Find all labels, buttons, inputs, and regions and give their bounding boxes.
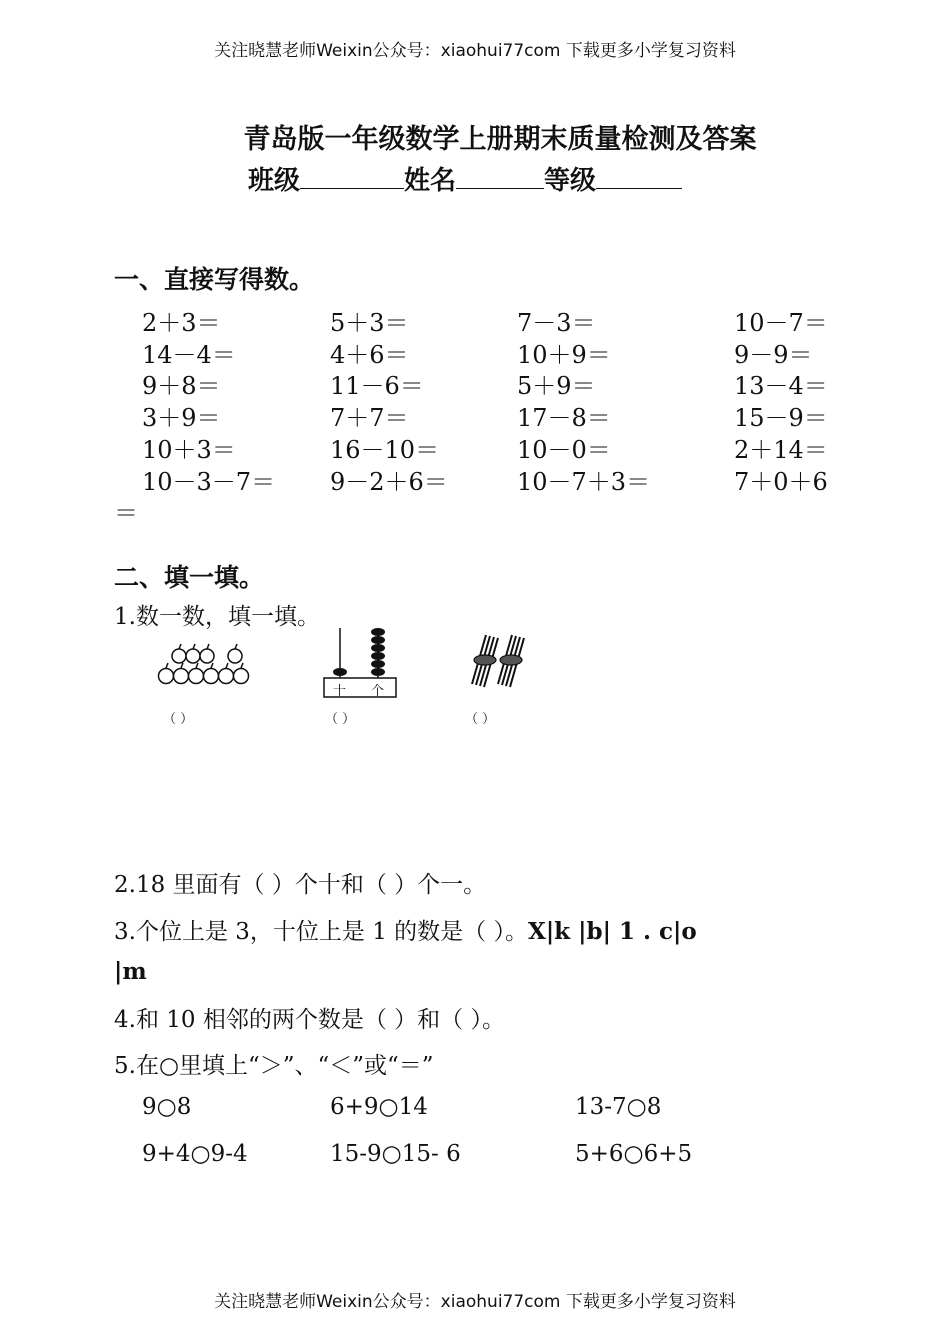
- question-3: [114, 913, 697, 946]
- answer-paren[interactable]: （ ）: [325, 712, 356, 727]
- answer-paren[interactable]: （ ）: [163, 712, 194, 727]
- equation: 4＋6＝: [330, 341, 409, 369]
- equation-wrap: ＝: [114, 499, 138, 527]
- equation: 16－10＝: [330, 436, 440, 464]
- question-1: 1.数一数，填一填。: [114, 604, 320, 630]
- question-4: 4.和 10 相邻的两个数是（ ）和（ ）。: [114, 1007, 505, 1033]
- equation: 17－8＝: [517, 404, 611, 432]
- compare-item: 6+9○14: [330, 1094, 428, 1120]
- bottom-banner: 关注晓慧老师Weixin公众号：xiaohui77com 下载更多小学复习资料: [214, 1292, 736, 1312]
- equation: 11－6＝: [330, 372, 424, 400]
- class-blank[interactable]: [300, 162, 404, 189]
- equation: 10－7＝: [734, 309, 828, 337]
- equation: 9－2＋6＝: [330, 468, 448, 496]
- question-2: 2.18 里面有（ ）个十和（ ）个一。: [114, 872, 487, 898]
- grade-blank[interactable]: [596, 162, 682, 189]
- name-label: 姓名: [404, 166, 457, 196]
- watermark-text-wrap: |m: [114, 958, 147, 985]
- equation: 13－4＝: [734, 372, 828, 400]
- name-blank[interactable]: [456, 162, 544, 189]
- stick-bundles-picture: [466, 630, 538, 692]
- equation: 10－3－7＝: [142, 468, 276, 496]
- equation: 14－4＝: [142, 341, 236, 369]
- answer-paren[interactable]: （ ）: [465, 712, 496, 727]
- question-5: 5.在○里填上“＞”、“＜”或“＝”: [114, 1053, 434, 1079]
- watermark-text: X|k |b| 1 . c|o: [527, 918, 697, 945]
- equation: 7＋7＝: [330, 404, 409, 432]
- equation: 9＋8＝: [142, 372, 221, 400]
- abacus-ones-label: 个: [371, 684, 385, 699]
- equation: 10－0＝: [517, 436, 611, 464]
- class-label: 班级: [248, 166, 301, 196]
- equation: 10－7＋3＝: [517, 468, 651, 496]
- apples-picture: [156, 640, 256, 692]
- section2-heading: 二、填一填。: [114, 563, 265, 592]
- compare-item: 13-7○8: [575, 1094, 662, 1120]
- equation: 5＋9＝: [517, 372, 596, 400]
- grade-label: 等级: [544, 166, 597, 196]
- equation: 7＋0＋6: [734, 468, 828, 496]
- equation: 10＋3＝: [142, 436, 236, 464]
- equation: 15－9＝: [734, 404, 828, 432]
- compare-item: 9○8: [142, 1094, 192, 1120]
- question-3-text: 3.个位上是 3，十位上是 1 的数是（ ）。: [114, 919, 528, 945]
- equation: 3＋9＝: [142, 404, 221, 432]
- equation: 2＋14＝: [734, 436, 828, 464]
- equation: 7－3＝: [517, 309, 596, 337]
- top-banner: 关注晓慧老师Weixin公众号：xiaohui77com 下载更多小学复习资料: [214, 41, 736, 61]
- abacus-tens-label: 十: [333, 684, 347, 699]
- compare-item: 15-9○15- 6: [330, 1141, 461, 1167]
- equation: 9－9＝: [734, 341, 813, 369]
- equation: 10＋9＝: [517, 341, 611, 369]
- student-info-line: [248, 160, 682, 197]
- page-title: 青岛版一年级数学上册期末质量检测及答案: [243, 124, 757, 155]
- equation: 2＋3＝: [142, 309, 221, 337]
- equation: 5＋3＝: [330, 309, 409, 337]
- compare-item: 9+4○9-4: [142, 1141, 248, 1167]
- section1-heading: 一、直接写得数。: [114, 265, 315, 294]
- compare-item: 5+6○6+5: [575, 1141, 693, 1167]
